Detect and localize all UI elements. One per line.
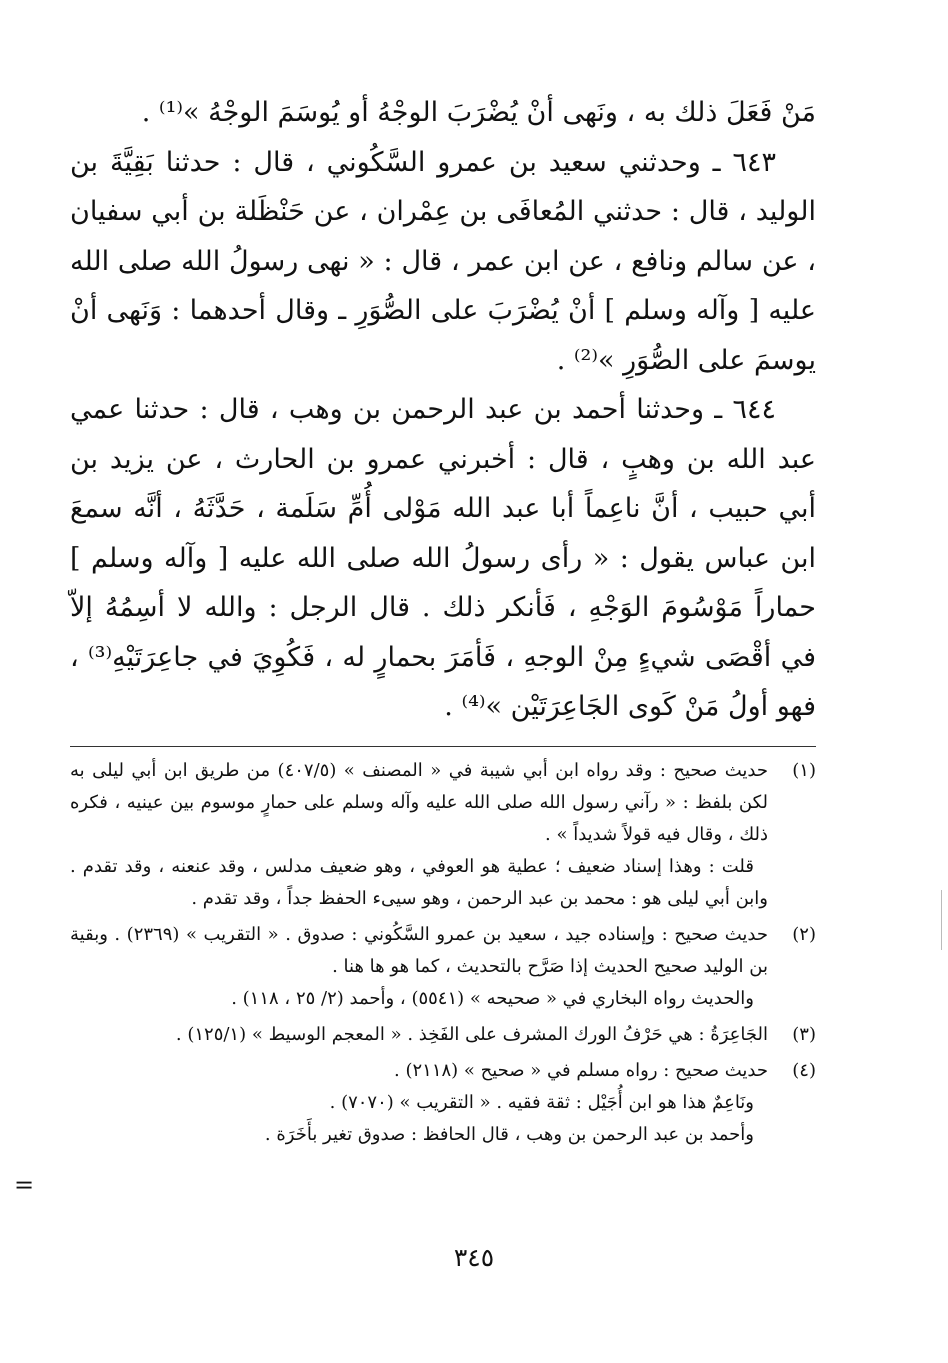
footnote-number: (٣) [792, 1023, 816, 1045]
footnotes [70, 755, 816, 1151]
footnote-number: (٤) [792, 1059, 816, 1081]
paragraph-continuation: مَنْ فَعَلَ ذلك به ، ونَهى أنْ يُضْرَبَ الوجْهُ أو يُوسَمَ الوجْهُ »⁽¹⁾ . [141, 97, 816, 128]
scan-edge-line [941, 890, 943, 950]
hadith-644: ٦٤٤ ـ وحدثنا أحمد بن عبد الرحمن بن وهب ، قال : حدثنا عمي عبد الله بن وهبٍ ، قال : أخبرني عمرو بن الحارث ، عن يزيد بن أبي حبيب ، أنَّ ناعِماً أبا عبد الله مَوْلى أُمِّ سَلَمة ، حَدَّثَهُ ، أنَّه سمعَ ابن عباس يقول : « رأى رسولُ الله صلى الله عليه [ وآله وسلم ] حماراً مَوْسُومَ الوَجْهِ ، فَأنكر ذلك . قال الرجل : والله لا أسِمُهُ إلاّ في أقْصَى شيءٍ مِنْ الوجهِ ، فَأمَرَ بحمارٍ له ، فَكُوِيَ في جاعِرَتَيْهِ⁽³⁾ ، فهو أولُ مَنْ كَوى الجَاعِرَتَيْن »⁽⁴⁾ . [70, 394, 816, 722]
footnote-text: حديث صحيح : وقد رواه ابن أبي شيبة في « المصنف » (٤٠٧/٥) من طريق ابن أبي ليلى به لكن بلفظ : « رآني رسول الله صلى الله عليه وآله وسلم على حمارٍ موسوم بين عينيه ، فكره ذلك ، وقال فيه قولاً شديداً » . [70, 759, 768, 845]
footnote-text: حديث صحيح : رواه مسلم في « صحيح » (٢١١٨) . [394, 1059, 768, 1081]
document-page [70, 88, 816, 1155]
footnote-text: حديث صحيح : وإسناده جيد ، سعيد بن عمرو السَّكُوني : صدوق . « التقريب » (٢٣٦٩) . وبقية بن الوليد صحيح الحديث إذا صَرَّح بالتحديث ، كما هو ها هنا . [70, 923, 768, 977]
footnote-1 [70, 755, 816, 915]
continuation-mark: = [14, 1171, 35, 1199]
footnote-number: (٢) [792, 923, 816, 945]
footnote-2 [70, 919, 816, 1015]
footnote-number: (١) [792, 759, 816, 781]
footnote-text: الجَاعِرَةُ : هي حَرْفُ الورك المشرف على الفَخِذ . « المعجم الوسيط » (١٢٥/١) . [175, 1023, 768, 1045]
footnote-text: ونَاعِمٌ هذا هو ابن أُجَيْل : ثقة فقيه . « التقريب » (٧٠٧٠) . [329, 1091, 754, 1113]
main-text [70, 88, 816, 732]
page-number: ٣٤٥ [453, 1243, 495, 1272]
footnote-separator [70, 746, 816, 747]
footnote-text: والحديث رواه البخاري في « صحيحه » (٥٥٤١) ، وأحمد (٢/ ٢٥ ، ١١٨) . [231, 987, 754, 1009]
footnote-3 [70, 1019, 816, 1051]
hadith-643: ٦٤٣ ـ وحدثني سعيد بن عمرو السَّكُوني ، قال : حدثنا بَقِيَّةَ بن الوليد ، قال : حدثني المُعافَى بن عِمْران ، عن حَنْظَلة بن أبي سفيان ، عن سالم ونافع ، عن ابن عمر ، قال : « نهى رسولُ الله صلى الله عليه [ وآله وسلم ] أنْ يُضْرَبَ على الصُّوَرِ ـ وقال أحدهما : وَنَهى أنْ يوسمَ على الصُّوَرِ »⁽²⁾ . [70, 146, 816, 376]
footnote-4 [70, 1055, 816, 1151]
footnote-text: وأحمد بن عبد الرحمن بن وهب ، قال الحافظ : صدوق تغير بأَخَرَة . [264, 1123, 754, 1145]
footnote-text: قلت : وهذا إسناد ضعيف ؛ عطية هو العوفي ، وهو ضعيف مدلس ، وقد عنعنه ، وقد تقدم . وابن أبي ليلى هو : محمد بن عبد الرحمن ، وهو سيىء الحفظ جداً ، وقد تقدم . [70, 855, 768, 909]
